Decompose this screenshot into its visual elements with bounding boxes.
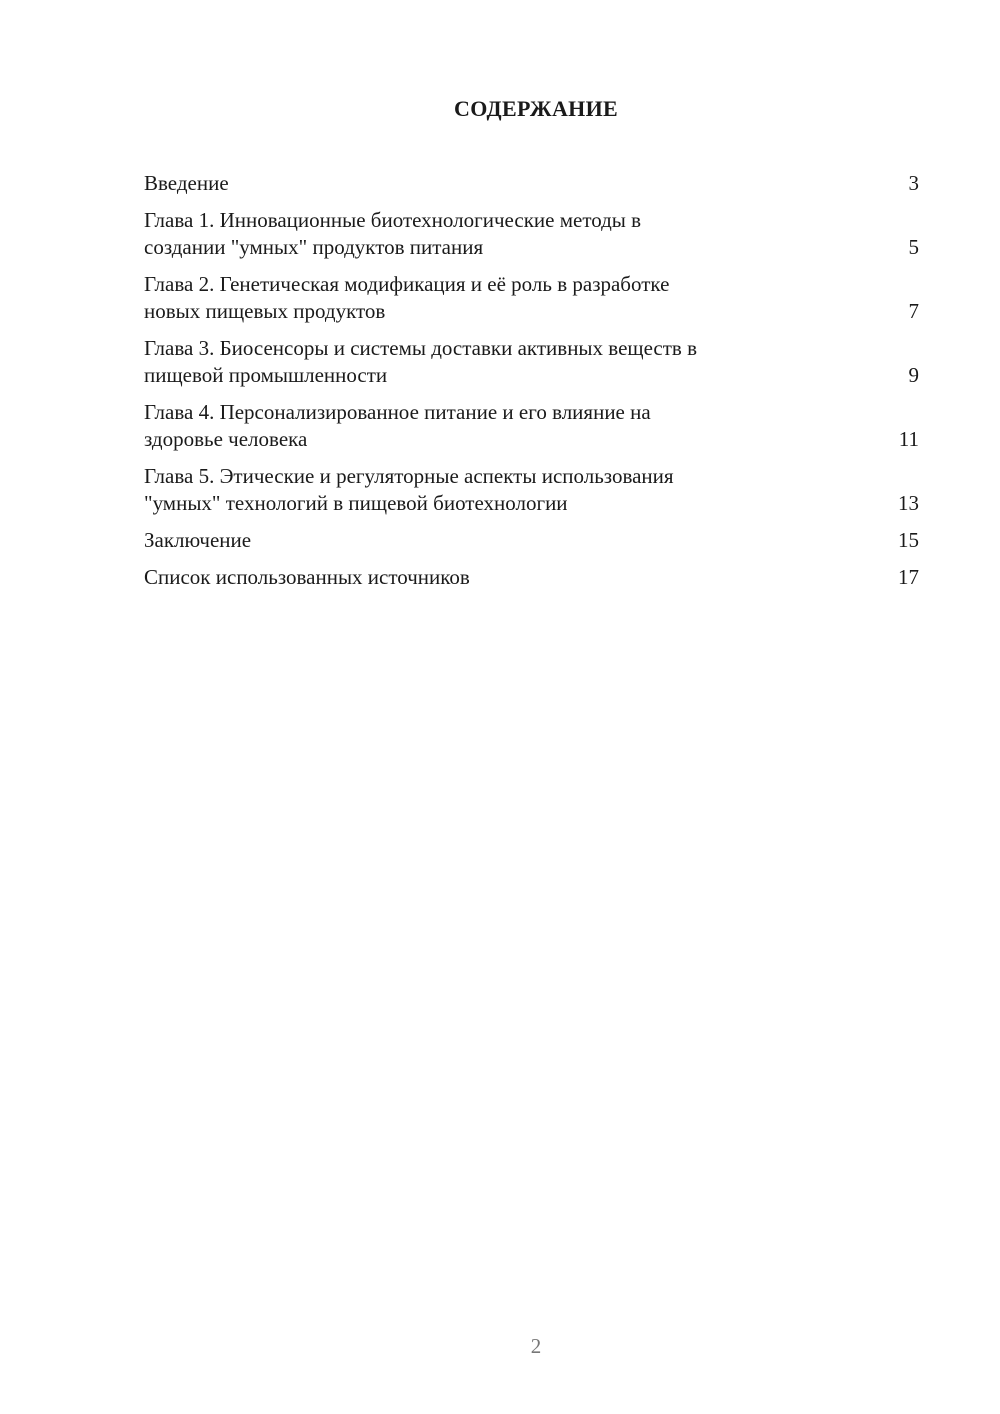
toc-entry-text xyxy=(144,564,814,591)
page-number: 2 xyxy=(530,1334,542,1358)
toc-entry-line: создании "умных" продуктов питания xyxy=(144,235,484,259)
toc-entry-line: здоровье человека xyxy=(144,427,308,451)
toc-entry-page: 11 xyxy=(898,427,919,451)
toc-entry-line: новых пищевых продуктов xyxy=(144,299,386,323)
toc-entry-line: Введение xyxy=(144,171,229,195)
toc-entry-line: Заключение xyxy=(144,528,252,552)
toc-entry-text xyxy=(144,207,814,261)
toc-entry-line: Глава 2. Генетическая модификация и её роль в разработке xyxy=(144,272,670,296)
toc-entry-conclusion xyxy=(144,527,919,554)
toc-entry-line: пищевой промышленности xyxy=(144,363,388,387)
toc-entry-line: Глава 3. Биосенсоры и системы доставки активных веществ в xyxy=(144,336,697,360)
toc-entry-text xyxy=(144,527,814,554)
toc-entry-page: 17 xyxy=(898,565,919,589)
toc-entry-page: 13 xyxy=(898,491,919,515)
toc-title: СОДЕРЖАНИЕ xyxy=(454,96,618,121)
toc-entry-chapter-1 xyxy=(144,207,919,261)
toc-entry-line: Глава 4. Персонализированное питание и его влияние на xyxy=(144,400,651,424)
toc-entry-chapter-3 xyxy=(144,335,919,389)
toc-entry-page: 15 xyxy=(898,528,919,552)
toc-entry-text xyxy=(144,463,814,517)
toc-entry-introduction xyxy=(144,170,919,197)
toc-entry-text xyxy=(144,399,814,453)
toc-entry-text xyxy=(144,170,814,197)
toc-entry-text xyxy=(144,335,814,389)
toc-entry-page: 3 xyxy=(908,171,919,195)
toc-entry-line: Список использованных источников xyxy=(144,565,470,589)
toc-entry-chapter-2 xyxy=(144,271,919,325)
table-of-contents xyxy=(144,170,919,601)
toc-entry-line: "умных" технологий в пищевой биотехнологии xyxy=(144,491,568,515)
toc-entry-line: Глава 1. Инновационные биотехнологические методы в xyxy=(144,208,642,232)
toc-entry-chapter-5 xyxy=(144,463,919,517)
toc-entry-page: 9 xyxy=(908,363,919,387)
toc-entry-line: Глава 5. Этические и регуляторные аспекты использования xyxy=(144,464,674,488)
toc-entry-references xyxy=(144,564,919,591)
toc-entry-text xyxy=(144,271,814,325)
toc-entry-page: 5 xyxy=(908,235,919,259)
toc-entry-page: 7 xyxy=(908,299,919,323)
toc-entry-chapter-4 xyxy=(144,399,919,453)
